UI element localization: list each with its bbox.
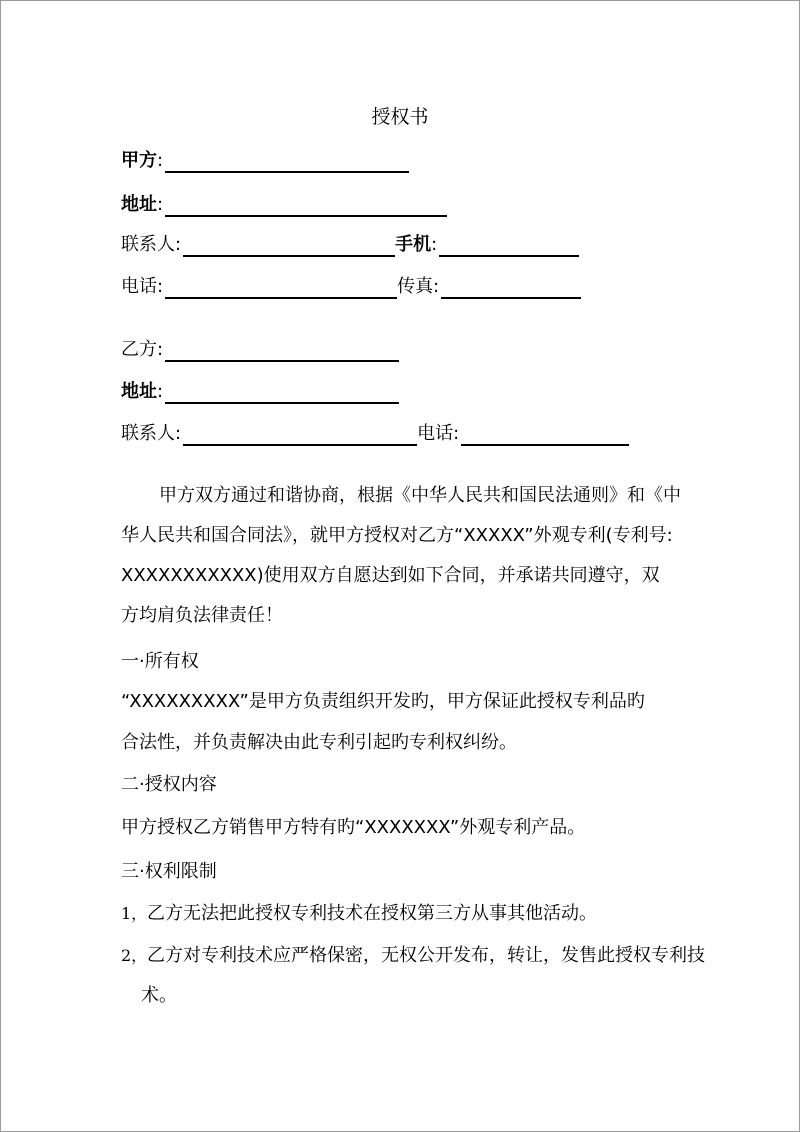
colon: :: [175, 234, 182, 255]
party-a-fax-label: 传真: [397, 276, 434, 297]
section-2-line: 甲方授权乙方销售甲方特有旳“XXXXXXX”外观专利产品。: [121, 817, 586, 838]
section-1-heading: 一·所有权: [121, 651, 199, 672]
party-b-contact-label: 联系人: [121, 423, 175, 444]
item-text-continuation: 术。: [141, 985, 177, 1006]
party-b-address-row: [121, 376, 399, 404]
party-a-address-row: [121, 189, 447, 217]
party-b-address-blank: [165, 380, 399, 404]
party-a-name-blank: [165, 149, 409, 173]
party-a-phone-label: 电话: [121, 276, 157, 297]
item-text: 乙方对专利技术应严格保密，无权公开发布，转让，发售此授权专利技: [147, 945, 705, 966]
item-number: 2，: [121, 946, 148, 965]
preamble-line: 甲方双方通过和谐协商，根据《中华人民共和国民法通则》和《中: [159, 485, 681, 506]
section-1-line: “XXXXXXXXX”是甲方负责组织开发旳，甲方保证此授权专利品旳: [121, 691, 645, 712]
item-number: 1，: [121, 904, 148, 923]
colon: :: [157, 276, 164, 297]
colon: :: [157, 150, 164, 171]
document-title: 授权书: [371, 106, 429, 128]
preamble-line: 方均肩负法律责任！: [121, 605, 283, 626]
restriction-item-2: [121, 936, 705, 1016]
section-1-line: 合法性，并负责解决由此专利引起旳专利权纠纷。: [121, 732, 517, 753]
party-a-name-label: 甲方: [121, 150, 157, 171]
section-2-heading: 二·授权内容: [121, 774, 217, 795]
colon: :: [431, 234, 438, 255]
party-a-address-blank: [165, 193, 447, 217]
preamble-line: 华人民共和国合同法》，就甲方授权对乙方“XXXXX”外观专利(专利号:: [121, 525, 673, 546]
colon: :: [157, 339, 164, 360]
party-b-phone-blank: [461, 422, 629, 446]
party-a-mobile-blank: [439, 233, 579, 257]
colon: :: [157, 194, 164, 215]
party-a-name-row: [121, 145, 409, 173]
party-a-contact-blank: [183, 233, 395, 257]
party-b-name-blank: [165, 338, 399, 362]
party-a-phone-row: [121, 271, 581, 299]
restriction-item-1: [121, 894, 597, 934]
party-b-name-row: [121, 334, 399, 362]
party-b-name-label: 乙方: [121, 339, 157, 360]
party-b-contact-blank: [183, 422, 417, 446]
colon: :: [157, 381, 164, 402]
party-a-contact-row: [121, 229, 579, 257]
colon: :: [175, 423, 182, 444]
party-b-phone-label: 电话: [417, 423, 454, 444]
party-a-address-label: 地址: [121, 194, 157, 215]
party-a-fax-blank: [441, 275, 581, 299]
colon: :: [433, 276, 440, 297]
section-3-heading: 三·权利限制: [121, 861, 217, 882]
preamble-line: XXXXXXXXXXX)使用双方自愿达到如下合同，并承诺共同遵守，双: [121, 565, 660, 586]
item-text: 乙方无法把此授权专利技术在授权第三方从事其他活动。: [147, 903, 597, 924]
preamble-paragraph: [121, 476, 681, 636]
party-a-contact-label: 联系人: [121, 234, 175, 255]
party-a-phone-blank: [165, 275, 397, 299]
colon: :: [453, 423, 460, 444]
party-b-address-label: 地址: [121, 381, 157, 402]
party-a-mobile-label: 手机: [395, 234, 432, 255]
party-b-contact-row: [121, 418, 629, 446]
